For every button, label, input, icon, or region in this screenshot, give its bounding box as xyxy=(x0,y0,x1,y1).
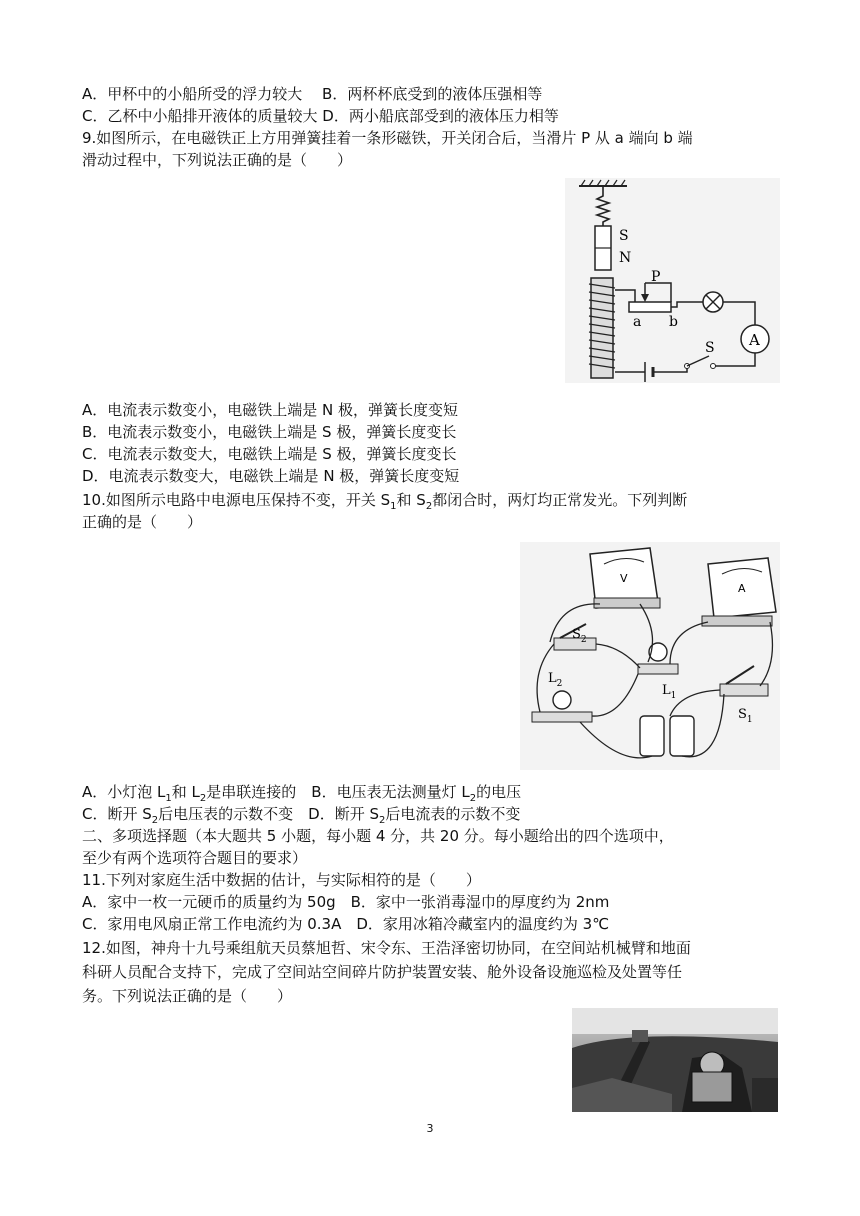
switch-s1-label: $S_1$ xyxy=(738,707,753,725)
q12-stem-line3: 务。下列说法正确的是（ ） xyxy=(82,987,293,1005)
section2-heading-line2: 至少有两个选项符合题目的要求） xyxy=(82,849,308,867)
lamp-l2-label: $L_2$ xyxy=(548,671,563,689)
q12-stem-line2: 科研人员配合支持下，完成了空间站空间碎片防护装置安装、舱外设备设施巡检及处置等任 xyxy=(82,963,683,981)
q10-circuit-figure xyxy=(520,542,780,770)
q9-option-d: D．电流表示数变大，电磁铁上端是 N 极，弹簧长度变短 xyxy=(82,467,460,485)
q9-stem-line2: 滑动过程中，下列说法正确的是（ ） xyxy=(82,151,353,169)
lamp-l1-label: $L_1$ xyxy=(662,683,677,701)
section2-heading-line1: 二、多项选择题（本大题共 5 小题，每小题 4 分，共 20 分。每小题给出的四个选项中， xyxy=(82,827,674,845)
rheostat-a-label: a xyxy=(633,314,642,330)
q12-stem-line1: 12.如图，神舟十九号乘组航天员蔡旭哲、宋令东、王浩泽密切协同，在空间站机械臂和地面 xyxy=(82,939,691,957)
slider-p-label: P xyxy=(651,269,661,285)
switch-s2-label: $S_2$ xyxy=(572,627,587,645)
q12-spacewalk-photo xyxy=(572,1008,778,1112)
q11-options-cd: C．家用电风扇正常工作电流约为 0.3A D．家用冰箱冷藏室内的温度约为 3℃ xyxy=(82,915,610,933)
q10-stem-line2: 正确的是（ ） xyxy=(82,513,203,531)
q9-electromagnet-figure xyxy=(565,178,780,383)
q8-option-d: D．两小船底部受到的液体压力相等 xyxy=(322,107,559,125)
q9-option-b: B．电流表示数变小，电磁铁上端是 S 极，弹簧长度变长 xyxy=(82,423,457,441)
q8-options-ab xyxy=(82,84,542,104)
ammeter-label: A xyxy=(738,582,746,595)
magnet-s-label: S xyxy=(619,228,629,244)
q10-stem-line1: 10.如图所示电路中电源电压保持不变，开关 $S_1$和 $S_2$都闭合时，两灯均正常发光。下列判断 xyxy=(82,491,688,512)
q8-option-b: B．两杯杯底受到的液体压强相等 xyxy=(322,85,543,103)
switch-s-label: S xyxy=(705,340,715,356)
q9-option-a: A．电流表示数变小，电磁铁上端是 N 极，弹簧长度变短 xyxy=(82,401,459,419)
q8-options-cd xyxy=(82,106,559,126)
q10-options-cd: C．断开 $S_2$后电压表的示数不变 D．断开 $S_2$后电流表的示数不变 xyxy=(82,805,521,826)
q11-options-ab: A．家中一枚一元硬币的质量约为 50g B．家中一张消毒湿巾的厚度约为 2nm xyxy=(82,893,610,911)
q11-stem: 11.下列对家庭生活中数据的估计，与实际相符的是（ ） xyxy=(82,871,481,889)
q9-stem-line1: 9.如图所示，在电磁铁正上方用弹簧挂着一条形磁铁，开关闭合后，当滑片 P 从 a 端向 b 端 xyxy=(82,129,693,147)
magnet-n-label: N xyxy=(619,250,632,266)
voltmeter-v-label: V xyxy=(620,572,628,585)
q10-options-ab: A．小灯泡 $L_1$和 $L_2$是串联连接的 B．电压表无法测量灯 $L_2$的电压 xyxy=(82,783,522,804)
q8-option-c: C．乙杯中小船排开液体的质量较大 xyxy=(82,107,318,125)
ammeter-a-label: A xyxy=(749,331,760,349)
rheostat-b-label: b xyxy=(669,314,678,330)
q9-option-c: C．电流表示数变大，电磁铁上端是 S 极，弹簧长度变长 xyxy=(82,445,457,463)
page-number: 3 xyxy=(426,1122,434,1135)
q8-option-a: A．甲杯中的小船所受的浮力较大 xyxy=(82,85,303,103)
